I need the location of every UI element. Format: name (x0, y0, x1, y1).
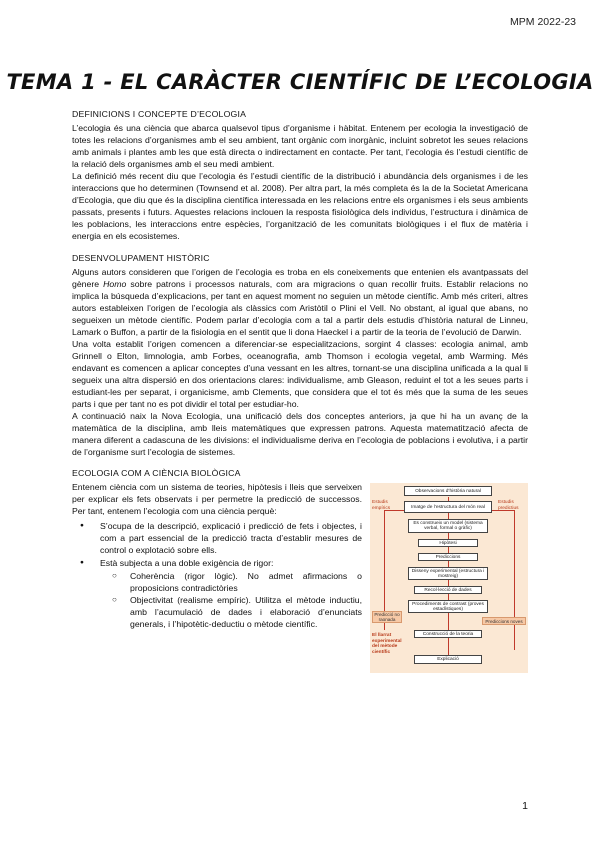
sub-list-item: ○ Objectivitat (realisme empíric). Utilitza el mètode inductiu, amb l’acumulació de dades i elaboració d’enunciats generals, i l’hipotètic-deductiu o mètode científic. (130, 594, 362, 630)
document-body (72, 108, 528, 682)
diagram-box: Observacions d’història natural (404, 486, 492, 496)
paragraph: La definició més recent diu que l’ecologia és l’estudi científic de la distribució i abundància dels organismes i de les interaccions que ho determinen (Townsend et al. 2008). Per altra part, la més completa és la de la Societat Americana d’Ecologia, que diu que és la disciplina científica interessada en les relacions entre els organismes i els seus ambients passats, presents i futurs. Aquestes relacions inclouen la resposta fisiològica dels individus, l’estructura i dinàmica de les poblacions, les interaccions entre espècies, l’organització de les comunitats biològiques i el flux de matèria i energia en els ecosistemes. (72, 171, 528, 242)
text-run: sobre patrons i processos naturals, com ara migracions o quan recollir fruits. Establir relacions no implica la búsqueda d’explicacions, per tant en aquest moment no seguien un mètode científic. Amb més criteri, altres autors estableixen l’origen de l’ecologia als clàssics com Aristòtil o Plini el Vell. No obstant, al igual que abans, no segueixen un mètode científic. Podem parlar d’ecologia com a tal a partir dels estudis d’història natural de Linneu, Lamark o Buffon, a partir de la fisiologia en el sentit que li dona Haeckel i a partir de la teoria de l’evolució de Darwin. (72, 278, 529, 337)
course-header: MPM 2022-23 (510, 16, 576, 28)
paragraph (72, 266, 528, 338)
page-number: 1 (522, 800, 528, 812)
diagram-caption: El llarrat experimental del mètode científic (372, 633, 402, 655)
diagram-box: Prediccions (418, 553, 478, 561)
section-definicions (72, 108, 528, 243)
diagram-pill: Prediccions noves (482, 617, 526, 625)
sub-list-item: ○ Coherència (rigor lògic). No admet afirmacions o proposicions contradictòries (130, 570, 362, 594)
section-heading: DEFINICIONS I CONCEPTE D’ECOLOGIA (72, 109, 247, 119)
diagram-side-label: Estudis empírics (372, 500, 391, 511)
paragraph: Entenem ciència com un sistema de teories, hipòtesis i lleis que serveixen per explicar els fets observats i per permetre la predicció de successos. Per tant, entenem l’ecologia com una ciència perquè: (72, 482, 362, 517)
diagram-box: Recol·lecció de dades (414, 586, 482, 594)
diagram-box: Explicació (414, 655, 482, 664)
bullet-list (72, 520, 362, 630)
section-two-column (72, 481, 528, 673)
diagram-side-label: Estudis predictius (498, 500, 519, 511)
list-item (100, 557, 362, 630)
left-column (72, 481, 362, 673)
list-item: ● S’ocupa de la descripció, explicació i predicció de fets i objectes, i com a part essencial de la predicció tracta d’establir mesures de control o explotació sobre ells. (100, 520, 362, 556)
diagram-pill: Predicció no raonada (372, 611, 402, 623)
diagram-box: Imatge de l’estructura del món real (404, 501, 492, 513)
paragraph: L’ecologia és una ciència que abarca qualsevol tipus d’organisme i hàbitat. Entenem per ecologia la investigació de totes les relacions d’organismes amb el seu ambient, tant orgànic com inorgànic, incluint sobretot les seues relacions amb animals i plantes amb les que està directa o indirectament en contacte. Per tant, l’ecologia és l’estudi científic de la relació dels organismes amb el seu medi ambient. (72, 123, 528, 170)
diagram-box: Hipòtesi (418, 539, 478, 547)
section-desenvolupament (72, 252, 528, 459)
flow-line (514, 510, 515, 650)
section-heading: DESENVOLUPAMENT HISTÒRIC (72, 252, 210, 263)
paragraph: Una volta establit l’origen comencen a diferenciar-se especialitzacions, sorgint 4 classes: ecologia animal, amb Grinnell o Elton, limnologia, amb Forbes, oceanografia, amb Thomson i ecologia vegetal, amb Warming. Més endavant es comencen a aplicar conceptes d’una vessant en les altres, tornant-se una disciplina unificada a la qual li segueix una altra dispersió en dos orientacions clares: individualisme, amb Gleason, reduint el tot a les seues parts i estudiant-les per separat, i organicisme, amb Clements, que considera que el tot és més que la suma de les seues parts i que per tant no es pot dividir el total per estudiar-ho. (72, 338, 528, 410)
paragraph: A continuació naix la Nova Ecologia, una unificació dels dos conceptes anteriors, ja que hi ha un avanç de la matemàtica de la disciplina, amb lleis matemàtiques que expressen patrons. Aquesta matematització afecta de manera diferent a cadascuna de les divisions: el individualisme deriva en l’ecologia de poblacions i evolutiva, i a partir de l’organisme surt l’ecologia de sistemes. (72, 411, 528, 458)
sub-bullet-list (100, 570, 362, 630)
section-ciencia (72, 467, 528, 673)
list-item-text: Està subjecta a una doble exigència de rigor: (100, 557, 274, 568)
text-run: Alguns autors consideren que l’origen de l’ecologia es troba en els coneixements que entenien els avantpassats del gènere (72, 266, 528, 289)
section-heading: ECOLOGIA COM A CIÈNCIA BIOLÒGICA (72, 468, 241, 479)
diagram-box: Construcció de la teoria (414, 630, 482, 638)
diagram-box: Es construeix un model (sistema verbal, formal o gràfic) (408, 519, 488, 533)
diagram-box: Procediments de contrast (proves estadístiques) (408, 600, 488, 613)
scientific-method-diagram (370, 483, 528, 673)
italic-text: Homo (103, 278, 127, 289)
page-title: TEMA 1 - EL CARÀCTER CIENTÍFIC DE L’ECOLOGIA (6, 70, 594, 94)
diagram-box: Disseny experimental (estructura i mostreig) (408, 567, 488, 580)
